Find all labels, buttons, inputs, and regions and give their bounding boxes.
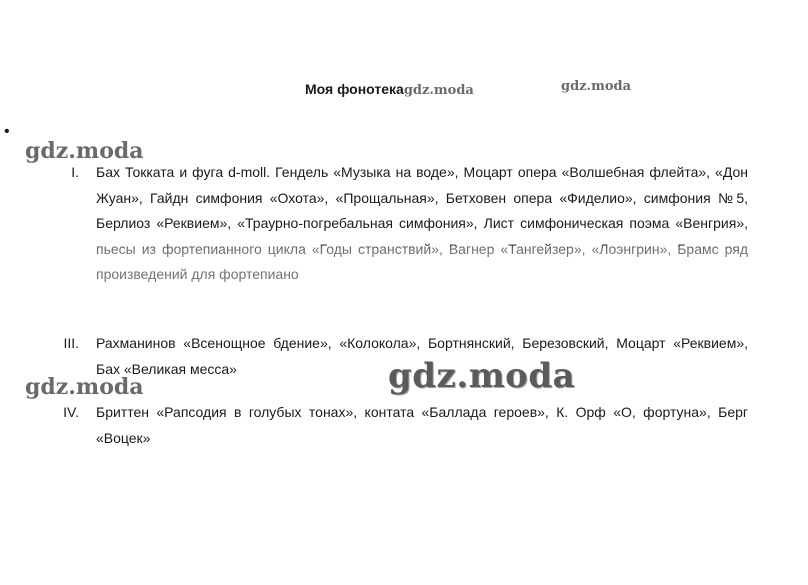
list-bullet: • bbox=[4, 123, 10, 140]
watermark-left-middle: gdz.moda bbox=[25, 374, 144, 400]
list-item-numeral: I. bbox=[71, 164, 79, 180]
watermark-center: gdz.moda bbox=[388, 356, 576, 396]
list-item-numeral: IV. bbox=[63, 404, 79, 420]
page-title bbox=[305, 81, 474, 98]
list-item-text: Бах Токката и фуга d-moll. Гендель «Музыка на воде», Моцарт опера «Волшебная флейта», «Дон Жуан», Гайдн симфония «Охота», «Прощальная», Бетховен опера «Фиделио», симфония №5, Берлиоз «Реквием», «Траурно-погребальная симфония», Лист симфоническая поэма «Венгрия», пьесы из фортепианного цикла «Годы странствий», Вагнер «Тангейзер», «Лоэнгрин», Брамс ряд произведений для фортепиано bbox=[96, 164, 748, 282]
faded-overlay bbox=[86, 246, 756, 330]
list-item-text: Бриттен «Рапсодия в голубых тонах», контата «Баллада героев», К. Орф «О, фортуна», Берг «Воцек» bbox=[96, 404, 748, 446]
list-item-text: Рахманинов «Всенощное бдение», «Колокола», Бортнянский, Березовский, Моцарт «Реквием», Бах «Великая месса» bbox=[96, 335, 748, 377]
list-item-numeral: III. bbox=[63, 335, 79, 351]
list-item-3 bbox=[48, 400, 748, 451]
watermark-top-right: gdz.moda bbox=[561, 79, 632, 94]
watermark-title-inline: gdz.moda bbox=[403, 83, 474, 98]
page-title-text: Моя фонотека bbox=[305, 81, 404, 97]
watermark-left-top: gdz.moda bbox=[25, 138, 144, 164]
